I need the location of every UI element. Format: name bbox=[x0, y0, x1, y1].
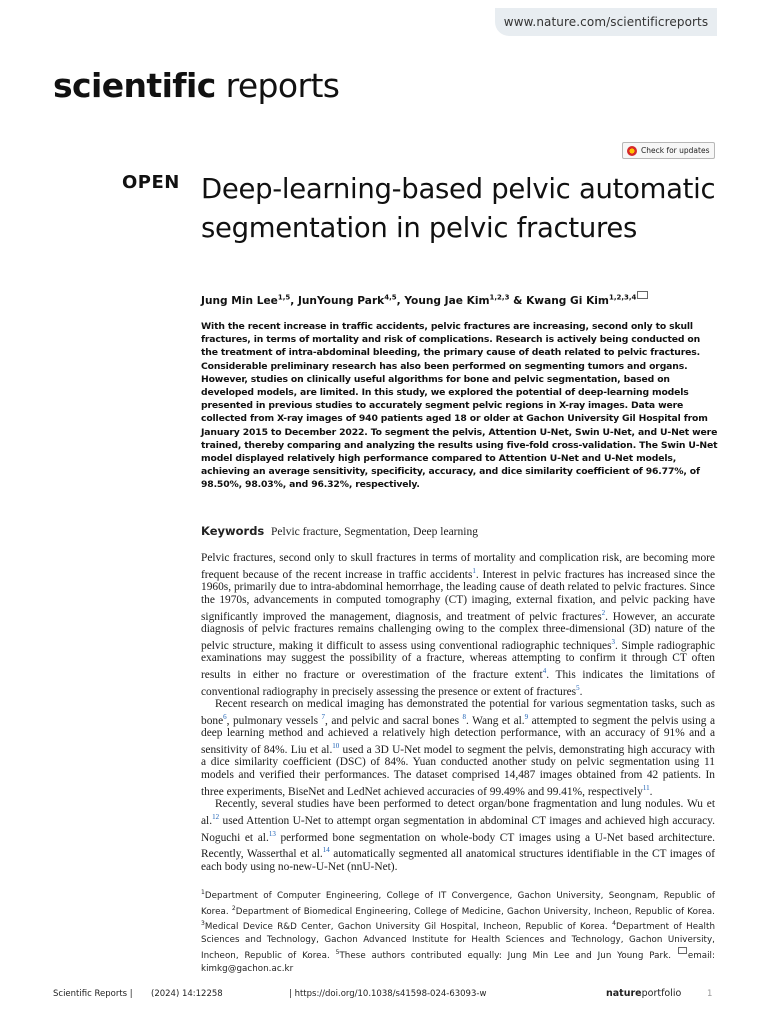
text-run: performed bone segmentation on whole-body CT images using a U-Net based architecture. Recently, Wasserthal et al. bbox=[201, 831, 715, 860]
envelope-icon[interactable] bbox=[637, 291, 648, 299]
citation-link[interactable]: 12 bbox=[212, 813, 220, 822]
affiliation-sup: 2 bbox=[231, 904, 236, 912]
text-run: . Simple radiographic examinations may suggest the possibility of a fracture, whereas attempting to confirm it through CT often results in either no fracture or overestimation of the fracture extent bbox=[201, 639, 715, 681]
citation-link[interactable]: 9 bbox=[524, 712, 529, 721]
affiliation-text: Medical Device R&D Center, Gachon University Gil Hospital, Incheon, Republic of Korea. bbox=[204, 922, 613, 933]
keywords-line bbox=[201, 524, 478, 538]
affiliation-text: Department of Health Sciences and Technology, Gachon Advanced Institute for Health Sciences and Technology, Gachon University, Incheon, Republic of Korea. bbox=[201, 922, 715, 961]
author-separator: , bbox=[290, 295, 298, 307]
author-name[interactable]: Kwang Gi Kim bbox=[526, 295, 609, 307]
article-title: Deep-learning-based pelvic automatic segmentation in pelvic fractures bbox=[201, 173, 716, 244]
body-paragraph bbox=[201, 798, 715, 873]
text-run: . bbox=[579, 685, 583, 698]
page-number: 1 bbox=[707, 989, 713, 999]
text-run: Recently, several studies have been performed to detect organ/bone fragmentation and lung nodules. Wu et al. bbox=[201, 798, 715, 827]
citation-link[interactable]: 2 bbox=[601, 608, 606, 617]
affiliation-sup: 1 bbox=[201, 889, 205, 896]
text-run: Recent research on medical imaging has demonstrated the potential for various segmentation tasks, such as bone bbox=[201, 698, 715, 727]
affiliations bbox=[201, 887, 715, 975]
affiliation-sup: 3 bbox=[201, 920, 205, 928]
citation-link[interactable]: 8 bbox=[462, 712, 467, 721]
affiliation-sup: 4 bbox=[612, 920, 616, 928]
author-affiliation-sup: 1,2,3 bbox=[489, 293, 510, 302]
text-run: , pulmonary vessels bbox=[226, 714, 322, 727]
text-run: used a 3D U-Net model to segment the pelvis, demonstrating high accuracy with a dice similarity coefficient (DSC) of 84%. Yuan conducted another study on pelvic segmentation using 11 models and verified their performances. The dataset comprised 14,487 images obtained from 42 patients. In three experiments, BiseNet and LedNet achieved accuracies of 99.49% and 99.41%, respectively bbox=[201, 743, 715, 798]
text-run: Pelvic fractures, second only to skull fractures in terms of mortality and complication risk, are becoming more frequent because of the recent increase in traffic accidents bbox=[201, 552, 715, 581]
open-access-label: OPEN bbox=[122, 172, 180, 193]
affiliation-text: Department of Biomedical Engineering, College of Medicine, Gachon University, Incheon, Republic of Korea. bbox=[235, 906, 715, 917]
text-run: . This indicates the limitations of conventional radiography in precisely assessing the presence or extent of fractures bbox=[201, 668, 715, 698]
text-run: . Interest in pelvic fractures has increased since the 1960s, primarily due to intra-abdominal hemorrhage, the leading cause of death related to pelvic fractures. Since the 1970s, advancements in computed tomography (CT) imaging, external fixation, and pelvic packing have significantly improved the management, diagnosis, and treatment of pelvic fractures bbox=[201, 568, 715, 623]
page-footer bbox=[53, 989, 716, 1003]
corresponding-email[interactable]: email: kimkg@gachon.ac.kr bbox=[201, 950, 715, 974]
text-run: automatically segmented all anatomical structures identifiable in the CT images of each body using no-new-U-Net (nnU-Net). bbox=[201, 847, 715, 873]
text-run: used Attention U-Net to attempt organ segmentation in abdominal CT images and achieved high accuracy. Noguchi et al. bbox=[201, 814, 715, 844]
check-for-updates-label: Check for updates bbox=[641, 146, 710, 155]
journal-url-tab[interactable] bbox=[495, 8, 717, 36]
body-paragraph bbox=[201, 552, 715, 698]
brand-light: portfolio bbox=[641, 988, 682, 999]
author-list bbox=[201, 291, 721, 307]
footer-volume: (2024) 14:12258 bbox=[151, 989, 223, 999]
citation-link[interactable]: 7 bbox=[321, 712, 326, 721]
footer-doi-link[interactable]: | https://doi.org/10.1038/s41598-024-63093-w bbox=[289, 989, 487, 999]
text-run: , and pelvic and sacral bones bbox=[325, 714, 463, 727]
journal-name-bold: scientific bbox=[53, 66, 216, 105]
journal-name-light: reports bbox=[215, 66, 340, 105]
keywords-value: Pelvic fracture, Segmentation, Deep learning bbox=[271, 526, 478, 538]
check-for-updates-button[interactable] bbox=[622, 142, 715, 159]
envelope-icon bbox=[678, 947, 687, 954]
citation-link[interactable]: 4 bbox=[542, 667, 547, 676]
journal-url[interactable]: www.nature.com/scientificreports bbox=[503, 15, 709, 29]
citation-link[interactable]: 6 bbox=[223, 712, 227, 721]
author-affiliation-sup: 1,2,3,4 bbox=[608, 293, 637, 302]
body-text bbox=[201, 552, 715, 873]
citation-link[interactable]: 14 bbox=[322, 846, 330, 855]
author-affiliation-sup: 1,5 bbox=[277, 293, 291, 302]
footer-journal: Scientific Reports | bbox=[53, 989, 133, 999]
crossmark-icon bbox=[627, 146, 637, 156]
author-name[interactable]: Young Jae Kim bbox=[404, 295, 490, 307]
author-name[interactable]: JunYoung Park bbox=[297, 295, 385, 307]
abstract: With the recent increase in traffic accidents, pelvic fractures are increasing, second only to skull fractures, in terms of mortality and risk of complications. Research is actively being conducted on the treatment of intra-abdominal bleeding, the primary cause of death related to pelvic fractures. Considerable preliminary research has also been performed on segmenting tumors and organs. However, studies on clinically useful algorithms for bone and pelvic segmentation, based on developed models, are limited. In this study, we explored the potential of deep-learning models presented in previous studies to accurately segment pelvic regions in X-ray images. Data were collected from X-ray images of 940 patients aged 18 or older at Gachon University Gil Hospital from January 2015 to December 2022. To segment the pelvis, Attention U-Net, Swin U-Net, and U-Net were trained, thereby comparing and analyzing the results using five-fold cross-validation. The Swin U-Net model displayed relatively high performance compared to Attention U-Net and U-Net models, achieving an average sensitivity, specificity, accuracy, and dice similarity coefficient of 96.77%, of 98.50%, 98.03%, and 96.32%, respectively. bbox=[201, 321, 718, 491]
journal-masthead bbox=[53, 66, 339, 106]
text-run: . bbox=[649, 785, 653, 798]
affiliation-text: Department of Computer Engineering, College of IT Convergence, Gachon University, Seongnam, Republic of Korea. bbox=[201, 890, 715, 917]
author-affiliation-sup: 4,5 bbox=[384, 293, 397, 302]
text-run: . However, an accurate diagnosis of pelvic fractures remains challenging owing to the complex three-dimensional (3D) nature of the pelvic structure, making it difficult to assess using conventional radiographic techniques bbox=[201, 610, 715, 652]
nature-portfolio-logo bbox=[606, 988, 681, 999]
author-separator: & bbox=[509, 295, 527, 307]
citation-link[interactable]: 1 bbox=[472, 566, 476, 575]
affiliation-sup: 5 bbox=[335, 948, 340, 956]
text-run: . Wang et al. bbox=[466, 714, 525, 727]
text-run: attempted to segment the pelvis using a deep learning method and achieved a relatively high detection performance, with an accuracy of 91% and a sensitivity of 84%. Liu et al. bbox=[201, 714, 716, 756]
body-paragraph bbox=[201, 698, 715, 798]
citation-link[interactable]: 10 bbox=[332, 741, 340, 750]
citation-link[interactable]: 3 bbox=[611, 637, 615, 646]
affiliation-text: These authors contributed equally: Jung Min Lee and Jun Young Park. bbox=[339, 950, 677, 961]
brand-bold: nature bbox=[606, 988, 642, 999]
citation-link[interactable]: 13 bbox=[268, 829, 276, 838]
citation-link[interactable]: 11 bbox=[642, 783, 650, 792]
citation-link[interactable]: 5 bbox=[576, 683, 580, 692]
author-separator: , bbox=[396, 295, 405, 307]
keywords-label: Keywords bbox=[201, 524, 265, 538]
author-name[interactable]: Jung Min Lee bbox=[201, 295, 278, 307]
